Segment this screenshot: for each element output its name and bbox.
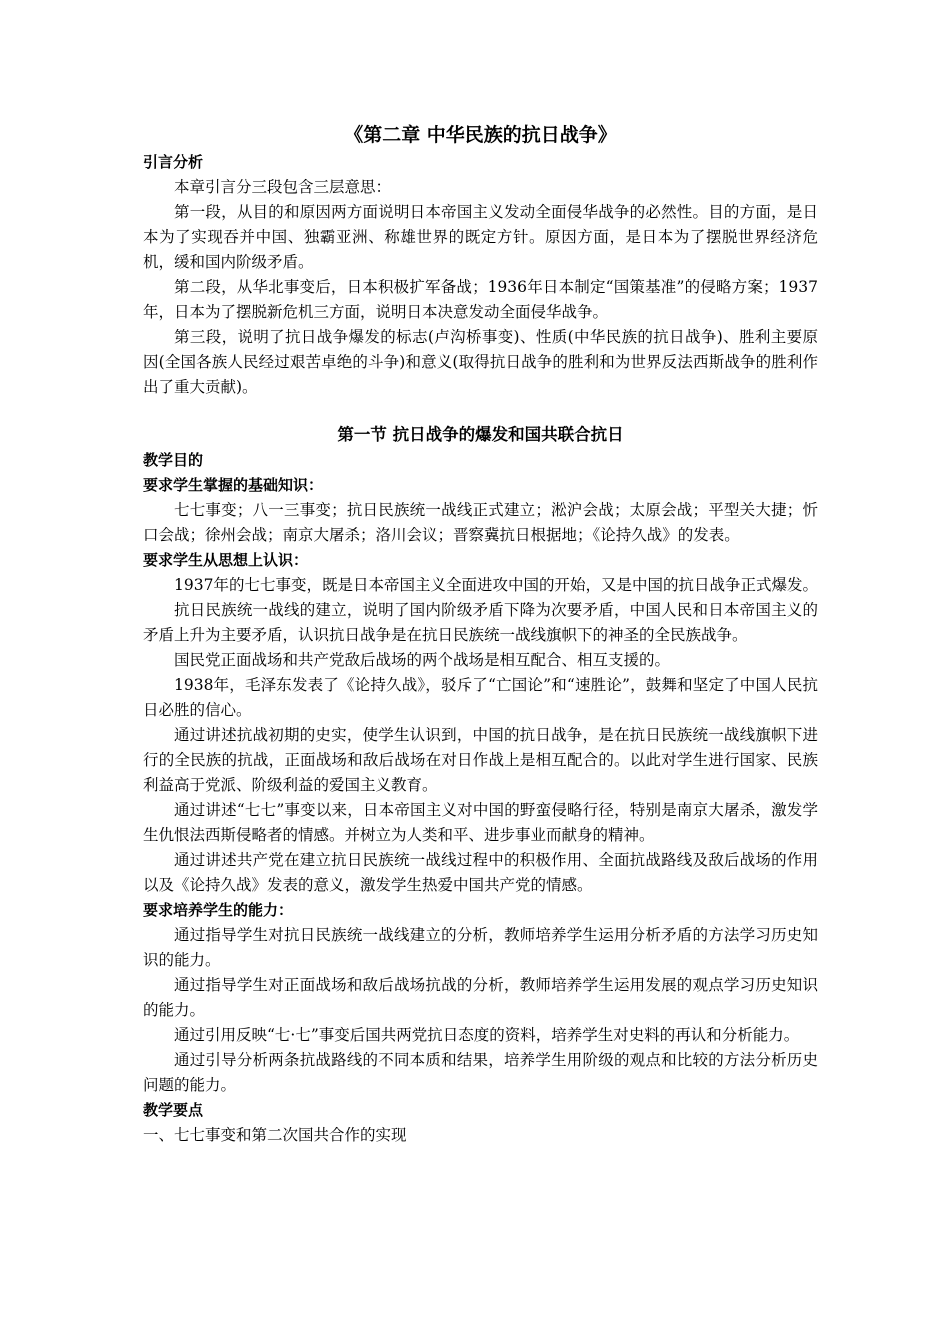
knowledge-heading: 要求学生掌握的基础知识： [143, 476, 324, 494]
teaching-point-item: 一、七七事变和第二次国共合作的实现 [143, 1126, 407, 1144]
intro-heading: 引言分析 [143, 153, 204, 171]
teaching-points-heading: 教学要点 [143, 1101, 204, 1119]
ability-heading: 要求培养学生的能力： [143, 901, 294, 919]
knowledge-paragraph: 七七事变；八一三事变；抗日民族统一战线正式建立；淞沪会战；太原会战；平型关大捷；忻口会战；徐州会战；南京大屠杀；洛川会议；晋察冀抗日根据地；《论持久战》的发表。 [143, 501, 818, 544]
thought-paragraph: 1938年，毛泽东发表了《论持久战》，驳斥了“亡国论”和“速胜论”，鼓舞和坚定了中国人民抗日必胜的信心。 [143, 676, 818, 719]
ability-paragraph: 通过指导学生对抗日民族统一战线建立的分析，教师培养学生运用分析矛盾的方法学习历史知识的能力。 [143, 926, 818, 969]
thought-paragraph: 通过讲述共产党在建立抗日民族统一战线过程中的积极作用、全面抗战路线及敌后战场的作用以及《论持久战》发表的意义，激发学生热爱中国共产党的情感。 [143, 851, 818, 894]
thought-paragraph: 通过讲述“七七”事变以来，日本帝国主义对中国的野蛮侵略行径，特别是南京大屠杀，激发学生仇恨法西斯侵略者的情感。并树立为人类和平、进步事业而献身的精神。 [143, 801, 818, 844]
teaching-goal-heading: 教学目的 [143, 451, 204, 469]
intro-paragraph: 第三段，说明了抗日战争爆发的标志(卢沟桥事变)、性质(中华民族的抗日战争)、胜利主要原因(全国各族人民经过艰苦卓绝的斗争)和意义(取得抗日战争的胜利和为世界反法西斯战争的胜利作出了重大贡献)。 [143, 328, 818, 396]
thought-paragraph: 1937年的七七事变，既是日本帝国主义全面进攻中国的开始，又是中国的抗日战争正式爆发。 [174, 576, 818, 594]
thought-paragraph: 国民党正面战场和共产党敌后战场的两个战场是相互配合、相互支援的。 [174, 651, 671, 669]
thought-heading: 要求学生从思想上认识： [143, 551, 309, 569]
section-title: 第一节 抗日战争的爆发和国共联合抗日 [337, 425, 624, 444]
intro-paragraph: 第二段，从华北事变后，日本积极扩军备战；1936年日本制定“国策基准”的侵略方案；1937年，日本为了摆脱新危机三方面，说明日本决意发动全面侵华战争。 [143, 278, 818, 321]
ability-paragraph: 通过指导学生对正面战场和敌后战场抗战的分析，教师培养学生运用发展的观点学习历史知识的能力。 [143, 976, 818, 1019]
thought-paragraph: 通过讲述抗战初期的史实，使学生认识到，中国的抗日战争，是在抗日民族统一战线旗帜下进行的全民族的抗战，正面战场和敌后战场在对日作战上是相互配合的。以此对学生进行国家、民族利益高于党派、阶级利益的爱国主义教育。 [143, 726, 818, 794]
ability-paragraph: 通过引用反映“七·七”事变后国共两党抗日态度的资料，培养学生对史料的再认和分析能力。 [174, 1026, 800, 1044]
intro-paragraph: 本章引言分三段包含三层意思： [174, 178, 392, 196]
chapter-title: 《第二章 中华民族的抗日战争》 [344, 124, 617, 146]
thought-paragraph: 抗日民族统一战线的建立，说明了国内阶级矛盾下降为次要矛盾，中国人民和日本帝国主义的矛盾上升为主要矛盾，认识抗日战争是在抗日民族统一战线旗帜下的神圣的全民族战争。 [143, 601, 818, 644]
intro-paragraph: 第一段，从目的和原因两方面说明日本帝国主义发动全面侵华战争的必然性。目的方面，是日本为了实现吞并中国、独霸亚洲、称雄世界的既定方针。原因方面，是日本为了摆脱世界经济危机，缓和国内阶级矛盾。 [143, 203, 818, 271]
ability-paragraph: 通过引导分析两条抗战路线的不同本质和结果，培养学生用阶级的观点和比较的方法分析历史问题的能力。 [143, 1051, 818, 1094]
document-page [143, 122, 818, 1148]
